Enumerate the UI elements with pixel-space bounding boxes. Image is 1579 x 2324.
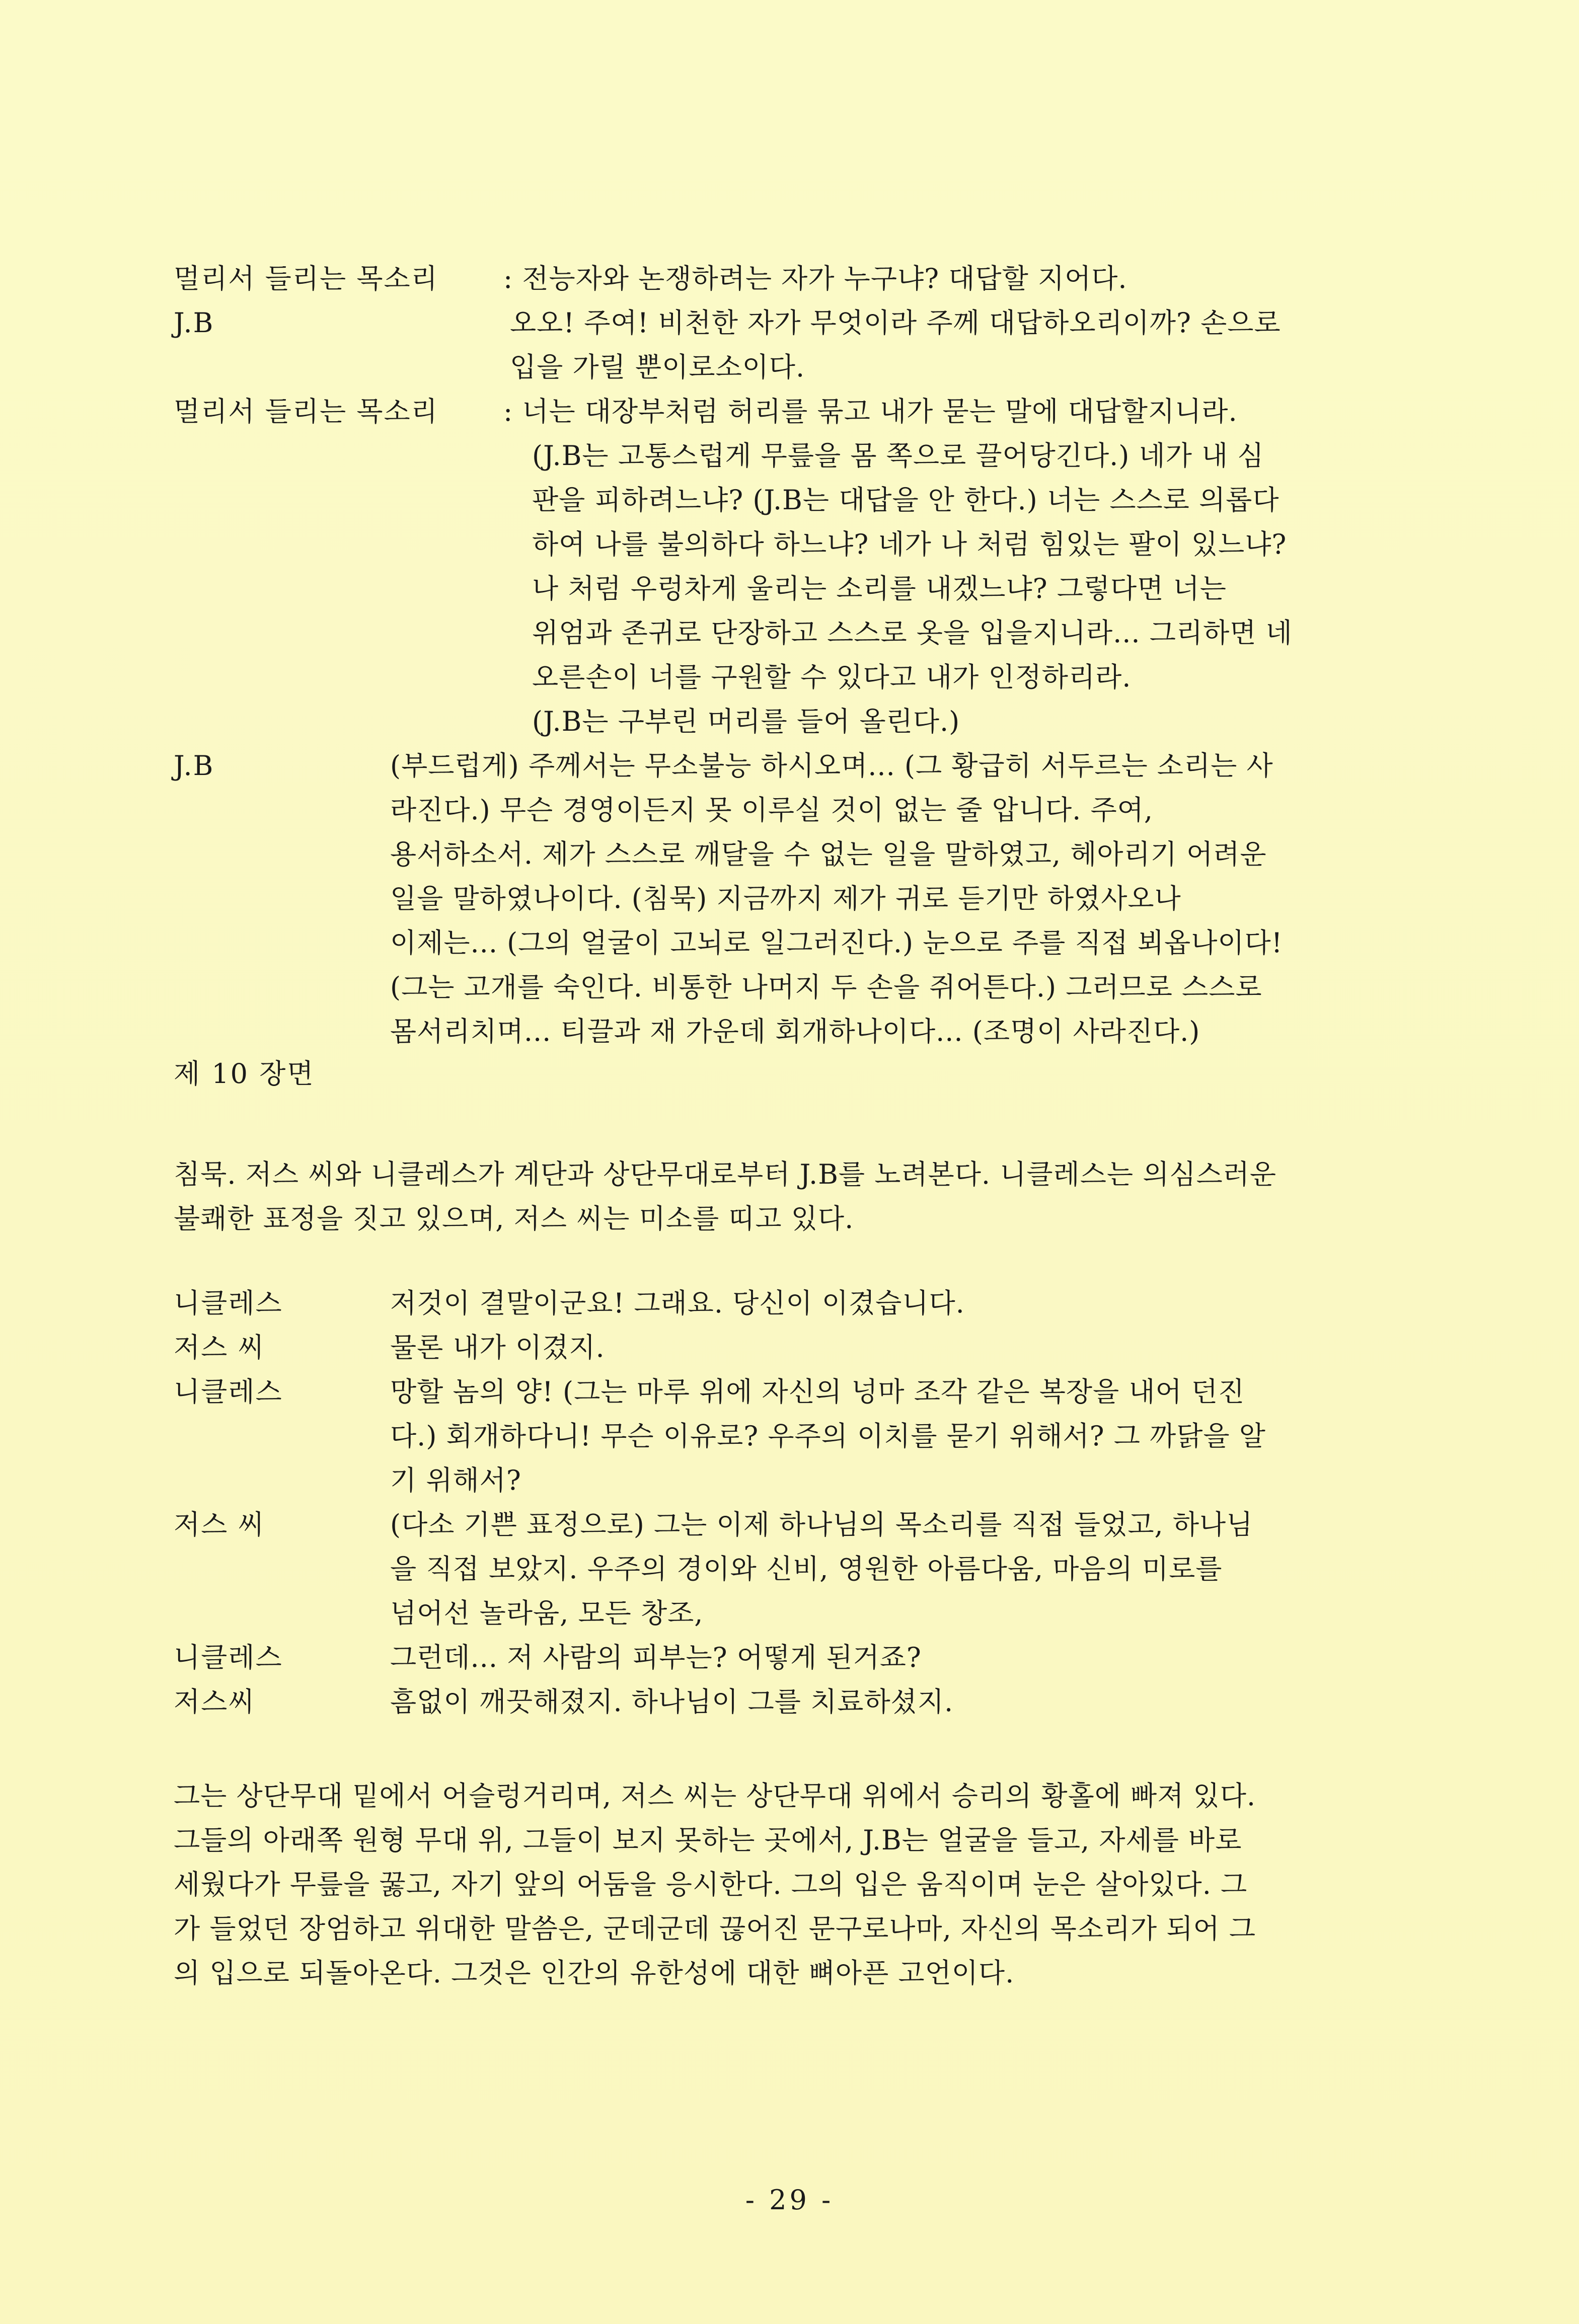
dialogue-line: (부드럽게) 주께서는 무소불능 하시오며... (그 황급히 서두르는 소리는 사: [390, 750, 1273, 782]
dialogue-line: 망할 놈의 양! (그는 마루 위에 자신의 넝마 조각 같은 복장을 내어 던진: [390, 1376, 1245, 1408]
stage-direction: [174, 1774, 1362, 1995]
scene-title: 제 10 장면: [174, 1058, 315, 1090]
dialogue-line: 기 위해서?: [390, 1464, 521, 1496]
paragraph-line: 의 입으로 되돌아온다. 그것은 인간의 유한성에 대한 뼈아픈 고언이다.: [174, 1957, 1015, 1989]
dialogue-line: 그런데... 저 사람의 피부는? 어떻게 된거죠?: [390, 1642, 922, 1673]
speaker-name: J.B: [174, 750, 214, 782]
dialogue-line: 하여 나를 불의하다 하느냐? 네가 나 처럼 힘있는 팔이 있느냐?: [532, 528, 1287, 560]
speaker-name: 저스 씨: [174, 1332, 265, 1363]
paragraph-line: 그는 상단무대 밑에서 어슬렁거리며, 저스 씨는 상단무대 위에서 승리의 황홀에 빠져 있다.: [174, 1780, 1256, 1812]
dialogue-line: (그는 고개를 숙인다. 비통한 나머지 두 손을 쥐어튼다.) 그러므로 스스로: [390, 971, 1262, 1003]
dialogue-line: 넘어선 놀라움, 모든 창조,: [390, 1597, 704, 1629]
dialogue-line: 나 처럼 우렁차게 울리는 소리를 내겠느냐? 그렇다면 너는: [532, 573, 1227, 604]
dialogue-line: : 너는 대장부처럼 허리를 묶고 내가 묻는 말에 대답할지니라.: [503, 396, 1238, 427]
dialogue-line: 다.) 회개하다니! 무슨 이유로? 우주의 이치를 묻기 위해서? 그 까닭을 알: [390, 1420, 1266, 1452]
speaker-name: 니클레스: [174, 1642, 283, 1673]
paragraph-line: 침묵. 저스 씨와 니클레스가 계단과 상단무대로부터 J.B를 노려본다. 니클레스는 의심스러운: [174, 1158, 1277, 1190]
speaker-name: 니클레스: [174, 1376, 283, 1408]
dialogue-line: (J.B는 고통스럽게 무릎을 몸 쪽으로 끌어당긴다.) 네가 내 심: [532, 440, 1264, 472]
dialogue-line: 몸서리치며... 티끌과 재 가운데 회개하나이다... (조명이 사라진다.): [390, 1016, 1200, 1047]
paragraph-line: 세웠다가 무릎을 꿇고, 자기 앞의 어둠을 응시한다. 그의 입은 움직이며 눈은 살아있다. 그: [174, 1869, 1248, 1900]
dialogue-line: 흠없이 깨끗해졌지. 하나님이 그를 치료하셨지.: [390, 1686, 954, 1718]
dialogue-line: (다소 기쁜 표정으로) 그는 이제 하나님의 목소리를 직접 들었고, 하나님: [390, 1509, 1253, 1540]
dialogue-line: 물론 내가 이겼지.: [390, 1332, 605, 1363]
paragraph-line: 불쾌한 표정을 짓고 있으며, 저스 씨는 미소를 띠고 있다.: [174, 1203, 854, 1234]
dialogue-line: 저것이 결말이군요! 그래요. 당신이 이겼습니다.: [390, 1287, 965, 1319]
dialogue-line: 을 직접 보았지. 우주의 경이와 신비, 영원한 아름다움, 마음의 미로를: [390, 1553, 1223, 1585]
dialogue-line: 라진다.) 무슨 경영이든지 못 이루실 것이 없는 줄 압니다. 주여,: [390, 794, 1153, 826]
speaker-name: 저스씨: [174, 1686, 256, 1718]
dialogue-line: : 전능자와 논쟁하려는 자가 누구냐? 대답할 지어다.: [503, 263, 1127, 294]
dialogue-line: 이제는... (그의 얼굴이 고뇌로 일그러진다.) 눈으로 주를 직접 뵈옵나이다!: [390, 927, 1283, 959]
speaker-name: 멀리서 들리는 목소리: [174, 263, 438, 294]
dialogue-line: 판을 피하려느냐? (J.B는 대답을 안 한다.) 너는 스스로 의롭다: [532, 484, 1280, 516]
speaker-name: J.B: [174, 307, 214, 339]
dialogue-line: 일을 말하였나이다. (침묵) 지금까지 제가 귀로 듣기만 하였사오나: [390, 883, 1181, 914]
paragraph-line: 가 들었던 장엄하고 위대한 말씀은, 군데군데 끊어진 문구로나마, 자신의 목소리가 되어 그: [174, 1913, 1256, 1945]
dialogue-line: 오오! 주여! 비천한 자가 무엇이라 주께 대답하오리이까? 손으로: [510, 307, 1281, 339]
page-number: - 29 -: [745, 2184, 834, 2216]
speaker-name: 니클레스: [174, 1287, 283, 1319]
dialogue-line: (J.B는 구부린 머리를 들어 올린다.): [532, 706, 960, 737]
dialogue-line: 입을 가릴 뿐이로소이다.: [510, 351, 805, 383]
speaker-name: 저스 씨: [174, 1509, 265, 1540]
dialogue-line: 위엄과 존귀로 단장하고 스스로 옷을 입을지니라... 그리하면 네: [532, 617, 1293, 649]
dialogue-line: 용서하소서. 제가 스스로 깨달을 수 없는 일을 말하였고, 헤아리기 어려운: [390, 838, 1267, 870]
speaker-name: 멀리서 들리는 목소리: [174, 396, 438, 427]
dialogue-line: 오른손이 너를 구원할 수 있다고 내가 인정하리라.: [532, 661, 1132, 693]
paragraph-line: 그들의 아래쪽 원형 무대 위, 그들이 보지 못하는 곳에서, J.B는 얼굴을 들고, 자세를 바로: [174, 1824, 1242, 1856]
stage-direction: [174, 1152, 1362, 1241]
